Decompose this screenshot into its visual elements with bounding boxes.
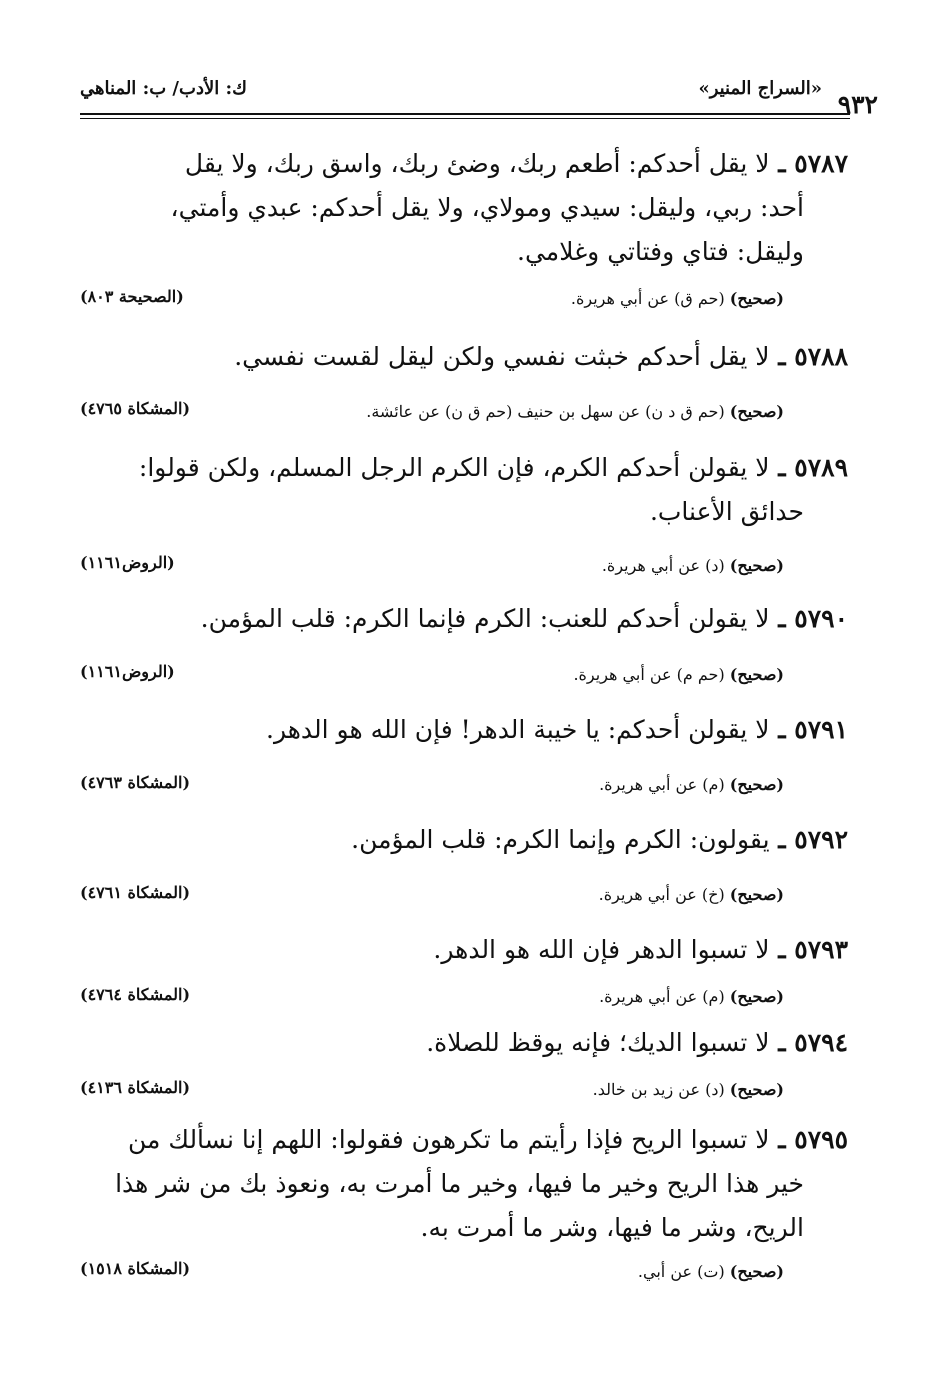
hadith-source: (صحيح) (د) عن زيد بن خالد. bbox=[592, 1080, 784, 1099]
hadith-reference: (الصحيحة ٨٠٣) bbox=[80, 287, 184, 306]
hadith-text bbox=[80, 335, 848, 379]
hadith-text bbox=[80, 597, 848, 641]
hadith-reference: (الروض١١٦١) bbox=[80, 553, 175, 572]
hadith-number: ٥٧٨٧ bbox=[794, 149, 848, 178]
hadith-line: ٥٧٩١ ـ لا يقولن أحدكم: يا خيبة الدهر! فإن الله هو الدهر. bbox=[266, 715, 848, 744]
hadith-text bbox=[80, 708, 848, 752]
header-rule-thin bbox=[80, 118, 850, 119]
hadith-source: (صحيح) (ت) عن أبي. bbox=[637, 1262, 784, 1281]
hadith-line: الريح، وشر ما فيها، وشر ما أمرت به. bbox=[420, 1213, 804, 1242]
hadith-reference: (الروض١١٦١) bbox=[80, 662, 175, 681]
hadith-source: (صحيح) (حم ق) عن أبي هريرة. bbox=[570, 289, 784, 308]
hadith-line: ٥٧٩٣ ـ لا تسبوا الدهر فإن الله هو الدهر. bbox=[433, 935, 848, 964]
hadith-line: أحد: ربي، وليقل: سيدي ومولاي، ولا يقل أحدكم: عبدي وأمتي، bbox=[170, 193, 804, 222]
hadith-reference: (المشكاة ٤٧٦١) bbox=[80, 883, 191, 902]
hadith-line: ٥٧٩٢ ـ يقولون: الكرم وإنما الكرم: قلب المؤمن. bbox=[351, 825, 848, 854]
hadith-line: ٥٧٨٩ ـ لا يقولن أحدكم الكرم، فإن الكرم الرجل المسلم، ولكن قولوا: bbox=[138, 453, 848, 482]
hadith-reference: (المشكاة ٤٧٦٥) bbox=[80, 399, 191, 418]
hadith-text bbox=[80, 142, 848, 274]
hadith-number: ٥٧٩١ bbox=[794, 715, 848, 744]
hadith-source: (صحيح) (م) عن أبي هريرة. bbox=[599, 775, 784, 794]
book-title: «السراج المنير» bbox=[698, 78, 822, 99]
hadith-source: (صحيح) (حم م) عن أبي هريرة. bbox=[573, 665, 784, 684]
hadith-number: ٥٧٩٥ bbox=[794, 1125, 848, 1154]
hadith-line: ٥٧٨٧ ـ لا يقل أحدكم: أطعم ربك، وضئ ربك، واسق ربك، ولا يقل bbox=[184, 149, 848, 178]
header-rule-thick bbox=[80, 113, 850, 115]
hadith-reference: (المشكاة ١٥١٨) bbox=[80, 1259, 191, 1278]
hadith-line: ٥٧٩٤ ـ لا تسبوا الديك؛ فإنه يوقظ للصلاة. bbox=[426, 1028, 848, 1057]
hadith-line: وليقل: فتاي وفتاتي وغلامي. bbox=[517, 237, 804, 266]
hadith-text bbox=[80, 446, 848, 534]
hadith-source: (صحيح) (د) عن أبي هريرة. bbox=[601, 556, 784, 575]
hadith-line: خير هذا الريح وخير ما فيها، وخير ما أمرت به، ونعوذ بك من شر هذا bbox=[115, 1169, 804, 1198]
page-header bbox=[80, 78, 878, 119]
hadith-number: ٥٧٨٨ bbox=[794, 342, 848, 371]
page-number: ٩٣٢ bbox=[837, 90, 878, 119]
hadith-text bbox=[80, 1118, 848, 1250]
hadith-line: ٥٧٩٥ ـ لا تسبوا الريح فإذا رأيتم ما تكرهون فقولوا: اللهم إنا نسألك من bbox=[128, 1125, 848, 1154]
hadith-reference: (المشكاة ٤٧٦٣) bbox=[80, 773, 191, 792]
hadith-number: ٥٧٩٢ bbox=[794, 825, 848, 854]
hadith-line: ٥٧٩٠ ـ لا يقولن أحدكم للعنب: الكرم فإنما الكرم: قلب المؤمن. bbox=[200, 604, 848, 633]
hadith-number: ٥٧٩٠ bbox=[794, 604, 848, 633]
hadith-source: (صحيح) (حم ق د ن) عن سهل بن حنيف (حم ق ن) عن عائشة. bbox=[366, 402, 784, 421]
hadith-source: (صحيح) (خ) عن أبي هريرة. bbox=[598, 885, 784, 904]
hadith-line: ٥٧٨٨ ـ لا يقل أحدكم خبثت نفسي ولكن ليقل لقست نفسي. bbox=[234, 342, 848, 371]
hadith-number: ٥٧٩٣ bbox=[794, 935, 848, 964]
hadith-number: ٥٧٩٤ bbox=[794, 1028, 848, 1057]
hadith-source: (صحيح) (م) عن أبي هريرة. bbox=[599, 987, 784, 1006]
hadith-text bbox=[80, 1021, 848, 1065]
hadith-text bbox=[80, 818, 848, 862]
hadith-text bbox=[80, 928, 848, 972]
section-title: ك: الأدب/ ب: المناهي bbox=[80, 78, 247, 99]
hadith-reference: (المشكاة ٤١٣٦) bbox=[80, 1078, 191, 1097]
hadith-line: حدائق الأعناب. bbox=[649, 497, 804, 526]
hadith-number: ٥٧٨٩ bbox=[794, 453, 848, 482]
hadith-reference: (المشكاة ٤٧٦٤) bbox=[80, 985, 191, 1004]
